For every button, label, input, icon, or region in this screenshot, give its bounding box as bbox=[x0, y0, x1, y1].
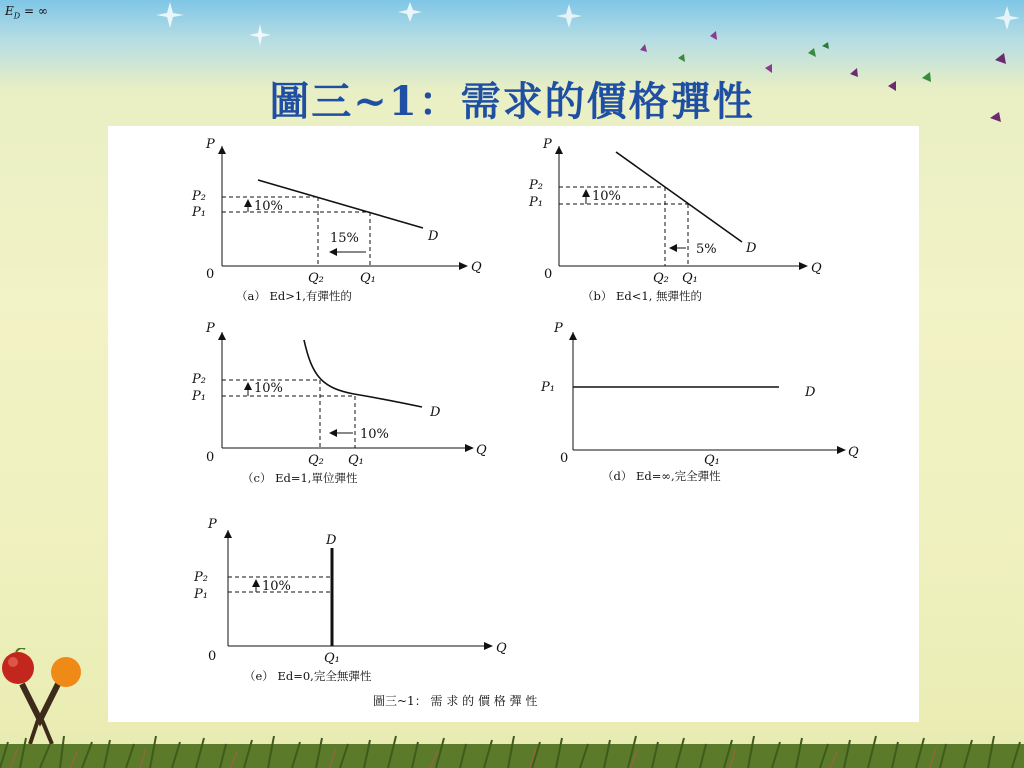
graph-a-q1-label: Q₁ bbox=[360, 271, 376, 286]
graph-a-price-change: 10% bbox=[254, 199, 283, 214]
graph-c-q-label: Q bbox=[476, 443, 487, 458]
graph-d-p1-label: P₁ bbox=[541, 380, 555, 395]
graph-b-price-change: 10% bbox=[592, 189, 621, 204]
graph-a-p2-label: P₂ bbox=[192, 189, 206, 204]
graph-e-q1-label: Q₁ bbox=[324, 651, 340, 666]
formula-e: E bbox=[5, 4, 14, 18]
graph-c-demand-curve bbox=[304, 340, 422, 407]
graph-b-d-label: D bbox=[746, 241, 757, 256]
graph-c-q1-label: Q₁ bbox=[348, 453, 364, 468]
graph-b-qty-change: 5% bbox=[696, 242, 717, 257]
graph-c-p-label: P bbox=[206, 321, 215, 336]
graph-a-p1-label: P₁ bbox=[192, 205, 206, 220]
graph-c-caption: （c） Ed=1,單位彈性 bbox=[242, 471, 358, 485]
graph-c-qty-change: 10% bbox=[360, 427, 389, 442]
formula-subscript: D bbox=[13, 11, 21, 21]
graph-a-q2-label: Q₂ bbox=[308, 271, 324, 286]
graph-c-q2-label: Q₂ bbox=[308, 453, 324, 468]
graph-c-p2-label: P₂ bbox=[192, 372, 206, 387]
graph-b-q2-label: Q₂ bbox=[653, 271, 669, 286]
graph-a-d-label: D bbox=[428, 229, 439, 244]
graph-e-price-change: 10% bbox=[262, 579, 291, 594]
graph-b-caption: （b） Ed<1, 無彈性的 bbox=[582, 289, 703, 303]
sparkle-decoration bbox=[150, 0, 190, 30]
grass-decoration bbox=[0, 720, 1024, 768]
graph-b-demand-curve bbox=[616, 152, 742, 242]
graph-c-price-change: 10% bbox=[254, 381, 283, 396]
sparkle-decoration bbox=[245, 22, 275, 48]
graph-d-q1-label: Q₁ bbox=[704, 453, 720, 468]
graph-a-q-label: Q bbox=[471, 260, 482, 275]
graph-e-caption: （e） Ed=0,完全無彈性 bbox=[244, 669, 372, 683]
graph-a-caption: （a） Ed>1,有彈性的 bbox=[236, 289, 352, 303]
graph-c-p1-label: P₁ bbox=[192, 389, 206, 404]
figure-panel bbox=[108, 126, 919, 722]
graph-b-q1-label: Q₁ bbox=[682, 271, 698, 286]
graph-a-p-label: P bbox=[206, 137, 215, 152]
graph-e-d-label: D bbox=[326, 533, 337, 548]
slide-title: 圖三~1：需求的價格彈性 bbox=[269, 78, 755, 125]
graph-a-origin: 0 bbox=[206, 267, 215, 282]
graph-d-q-label: Q bbox=[848, 445, 859, 460]
elasticity-figure bbox=[108, 126, 919, 722]
graph-e-q-label: Q bbox=[496, 641, 507, 656]
graph-e-origin: 0 bbox=[208, 649, 217, 664]
graph-e-p2-label: P₂ bbox=[194, 570, 208, 585]
graph-c-origin: 0 bbox=[206, 450, 215, 465]
graph-b bbox=[555, 146, 808, 270]
graph-c-d-label: D bbox=[430, 405, 441, 420]
formula-rest: = ∞ bbox=[20, 4, 48, 18]
graph-d-p-label: P bbox=[554, 321, 563, 336]
sparkle-decoration bbox=[392, 0, 428, 24]
graph-a-qty-change: 15% bbox=[330, 231, 359, 246]
graph-d-d-label: D bbox=[805, 385, 816, 400]
corner-formula bbox=[5, 4, 48, 20]
graph-e-p-label: P bbox=[208, 517, 217, 532]
graph-b-origin: 0 bbox=[544, 267, 553, 282]
graph-e-p1-label: P₁ bbox=[194, 587, 208, 602]
graph-d-caption: （d） Ed=∞,完全彈性 bbox=[602, 469, 721, 483]
graph-b-p1-label: P₁ bbox=[529, 195, 543, 210]
sparkle-decoration bbox=[552, 2, 586, 30]
figure-caption: 圖三~1： 需 求 的 價 格 彈 性 bbox=[373, 694, 538, 708]
graph-d-origin: 0 bbox=[560, 451, 569, 466]
graph-b-q-label: Q bbox=[811, 261, 822, 276]
graph-b-p-label: P bbox=[543, 137, 552, 152]
graph-b-p2-label: P₂ bbox=[529, 178, 543, 193]
